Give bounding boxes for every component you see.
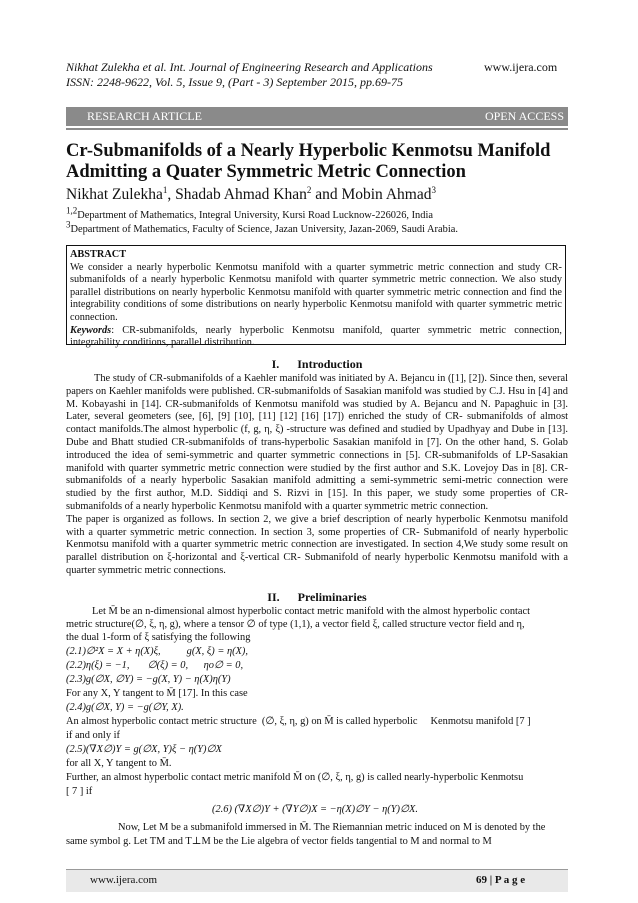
prelim-line: for all X, Y tangent to M̄.	[66, 758, 172, 769]
prelim-line: Further, an almost hyperbolic contact metric manifold M̄ on (∅, ξ, η, g) is called nearly-hyperbolic Kenmotsu	[66, 772, 524, 783]
affil-mark: 1,2	[66, 205, 78, 216]
affil-text: Department of Mathematics, Integral University, Kursi Road Lucknow-226026, India	[77, 210, 433, 221]
keywords	[70, 325, 562, 350]
prelim-line: the dual 1-form of ξ satisfying the following	[66, 632, 251, 643]
prelim-line: [ 7 ] if	[66, 786, 93, 797]
abstract-text: We consider a nearly hyperbolic Kenmotsu manifold with a quarter symmetric metric connection and study CR-submanifolds of a nearly hyperbolic Kenmotsu manifold with quarter symmetric metric connection. We also study parallel distributions on nearly hyperbolic Kenmotsu manifold with quarter symmetric metric connection and find the integrability conditions of some distributions on nearly hyperbolic Kenmotsu manifold with quarter symmetric metric connection.	[70, 261, 562, 323]
keywords-text: : CR-submanifolds, nearly hyperbolic Kenmotsu manifold, quarter symmetric metric connection, integrability conditions, parallel distribution.	[70, 324, 562, 349]
introduction-text	[66, 373, 568, 578]
prelim-line: Let M̄ be an n-dimensional almost hyperbolic contact metric manifold with the almost hyperbolic contact	[92, 606, 531, 617]
journal-citation: Nikhat Zulekha et al. Int. Journal of Engineering Research and Applications	[66, 60, 433, 74]
open-access-label: OPEN ACCESS	[484, 109, 564, 123]
equation-2-1: (2.1)∅²X = X + η(X)ξ, g(X, ξ) = η(X),	[66, 646, 248, 657]
section-heading-preliminaries: II. Preliminaries	[267, 590, 367, 604]
author-affil-mark: 3	[431, 184, 436, 195]
author-name: and Mobin Ahmad	[311, 186, 432, 203]
author-name: , Shadab Ahmad Khan	[167, 186, 307, 203]
paper-title: Cr-Submanifolds of a Nearly Hyperbolic Kenmotsu Manifold Admitting a Quater Symmetric Metric Connection	[66, 141, 551, 182]
abstract-heading: ABSTRACT	[70, 249, 127, 260]
equation-2-5: (2.5)(∇X∅)Y = g(∅X, Y)ξ − η(Y)∅X	[66, 744, 222, 755]
equation-2-2: (2.2)η(ξ) = −1, ∅(ξ) = 0, ηo∅ = 0,	[66, 660, 244, 671]
journal-issn: ISSN: 2248-9622, Vol. 5, Issue 9, (Part - 3) September 2015, pp.69-75	[66, 75, 403, 89]
journal-website[interactable]: www.ijera.com	[484, 60, 558, 74]
section-heading-introduction: I. Introduction	[271, 357, 363, 371]
affil-text: Department of Mathematics, Faculty of Science, Jazan University, Jazan-2069, Saudi Arabia.	[70, 224, 458, 235]
author-list	[66, 186, 436, 204]
author-affil-mark: 2	[306, 184, 312, 195]
author-affil-mark: 1	[162, 184, 168, 195]
article-banner	[66, 107, 568, 126]
prelim-line: same symbol g. Let TM and T⊥M be the Lie algebra of vector fields tangential to M and normal to M	[66, 836, 492, 847]
banner-divider	[66, 128, 568, 130]
affil-mark: 3	[66, 219, 71, 230]
footer-website[interactable]: www.ijera.com	[90, 874, 158, 886]
prelim-line: metric structure(∅, ξ, η, g), where a tensor ∅ of type (1,1), a vector field ξ, called structure vector field and η,	[66, 619, 525, 630]
prelim-line: An almost hyperbolic contact metric structure (∅, ξ, η, g) on M̄ is called hyperbolic Kenmotsu manifold [7 ]	[66, 716, 531, 727]
intro-paragraph-2: The paper is organized as follows. In section 2, we give a brief description of nearly hyperbolic Kenmotsu manifold with a quarter symmetric metric connection. In section 3, some properties of CR- Submanifold of nearly hyperbolic Kenmotsu manifold with a quarter symmetric metric connection are investigated. In section 4,We study some result on parallel distribution on ξ-horizontal and ξ-vertical CR- Submanifold of nearly hyperbolic Kenmotsu manifold with a quarter symmetric metric connections.	[66, 513, 568, 576]
equation-2-4: (2.4)g(∅X, Y) = −g(∅Y, X).	[66, 702, 184, 713]
abstract-box	[66, 245, 566, 349]
equation-2-6: (2.6) (∇X∅)Y + (∇Y∅)X = −η(X)∅Y − η(Y)∅X.	[212, 804, 418, 815]
keywords-label: Keywords	[70, 324, 112, 336]
prelim-line: For any X, Y tangent to M̄ [17]. In this case	[66, 688, 248, 699]
affiliation-2	[66, 219, 458, 236]
prelim-line: if and only if	[66, 730, 120, 741]
prelim-line: Now, Let M be a submanifold immersed in M̄. The Riemannian metric induced on M is denoted by the	[118, 822, 546, 833]
intro-paragraph-1: The study of CR-submanifolds of a Kaehler manifold was initiated by A. Bejancu in ([1], [2]). Since then, several papers on Kaehler manifolds were published. CR-submanifolds of Sasakian manifold was studied by C.J. Hsu in [4] and M. Kobayashi in [14]. CR-submanifolds of Kenmotsu manifold was studied by A. Bejancu and N. Papaghuic in [3]. Later, several geometers (see, [6], [9] [10], [11] [12] [16] [17]) enriched the study of CR- submanifolds of almost contact manifolds.The almost hyperbolic (f, g, η, ξ) -structure was defined and studied by Upadhyay and Dube in [13]. Dube and Bhatt studied CR-submanifolds of trans-hyperbolic Sasakian manifold in [7]. On the other hand, S. Golab introduced the idea of semi-symmetric and quarter symmetric connections in [5]. CR-submanifolds of LP-Sasakian manifold with quarter symmetric metric connection were studied by the first author and S.K. Lovejoy Das in [8]. CR-submanifolds of a nearly hyperbolic Sasakian manifold admitting a semi-symmetric semi-metric connection were studied by the first author, M.D. Siddiqi and S. Rizvi in [15]. In this paper, we study some properties of CR-submanifolds of a nearly hyperbolic Kenmotsu manifold with a quarter symmetric metric connection.	[66, 373, 568, 512]
equation-2-3: (2.3)g(∅X, ∅Y) = −g(X, Y) − η(X)η(Y)	[66, 674, 231, 685]
research-article-label: RESEARCH ARTICLE	[87, 109, 202, 123]
page-number: 69 | P a g e	[476, 874, 526, 886]
author-name: Nikhat Zulekha	[66, 186, 163, 203]
affiliation-1	[66, 205, 433, 222]
